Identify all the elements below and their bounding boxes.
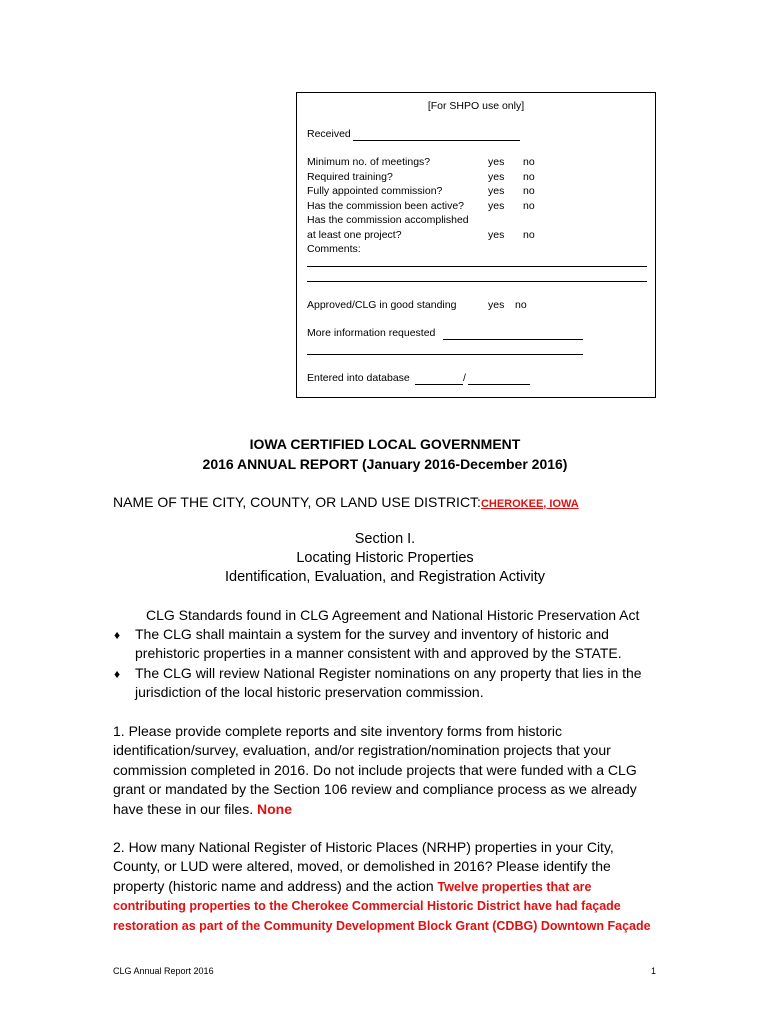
check-yes-commission: yes [488, 185, 505, 197]
bullet1-line1: The CLG shall maintain a system for the survey and inventory of historic and [135, 626, 609, 642]
check-no-meetings: no [523, 156, 535, 168]
q2-line1: 2. How many National Register of Historic Places (NRHP) properties in your City, [113, 839, 614, 855]
approved-label: Approved/CLG in good standing [307, 299, 457, 311]
bullet1-line2: prehistoric properties in a manner consistent with and approved by the STATE. [135, 645, 622, 661]
bullet-diamond-icon: ♦ [114, 667, 121, 681]
q2-answer-1: Twelve properties that are [437, 879, 592, 894]
approved-yes: yes [488, 299, 505, 311]
entered-label: Entered into database [307, 372, 410, 384]
check-yes-meetings: yes [488, 156, 505, 168]
shpo-header: [For SHPO use only] [427, 100, 525, 112]
received-label: Received [307, 128, 351, 140]
bullet2-line1: The CLG will review National Register nominations on any property that lies in the [135, 665, 642, 681]
q1-line5 [113, 800, 637, 819]
q2-answer-2: contributing properties to the Cherokee Commercial Historic District have had façade [113, 899, 621, 914]
q1-line1: 1. Please provide complete reports and site inventory forms from historic [113, 723, 562, 739]
approved-no: no [515, 299, 527, 311]
question-1 [113, 722, 637, 819]
check-no-training: no [523, 170, 535, 183]
report-title: IOWA CERTIFIED LOCAL GOVERNMENT [249, 436, 521, 452]
check-yes-training: yes [488, 170, 505, 183]
section-heading: Section I. [354, 531, 416, 547]
comments-label: Comments: [307, 243, 361, 255]
accomplished-no: no [523, 228, 535, 241]
check-label-training: Required training? [307, 170, 393, 183]
q1-line4: grant or mandated by the Section 106 review and compliance process as we already [113, 781, 637, 798]
question-2 [113, 838, 651, 936]
q2-line3-text: property (historic name and address) and the action [113, 877, 434, 894]
check-no-commission: no [523, 185, 535, 197]
bullet2-line2: jurisdiction of the local historic preservation commission. [135, 684, 484, 700]
q2-answer-3: restoration as part of the Community Development Block Grant (CDBG) Downtown Façade [113, 918, 651, 933]
shpo-use-box [296, 92, 656, 398]
comments-line-2 [307, 281, 647, 282]
report-subtitle: 2016 ANNUAL REPORT (January 2016-December 2016) [202, 456, 568, 472]
q2-line3 [113, 877, 651, 897]
bullet-diamond-icon: ♦ [114, 628, 121, 642]
accomplished-yes: yes [488, 228, 505, 241]
q1-line3: commission completed in 2016. Do not include projects that were funded with a CLG [113, 761, 637, 778]
entered-line-1 [415, 384, 463, 385]
received-line [353, 140, 520, 141]
check-no-active: no [523, 199, 535, 212]
district-name-line [113, 494, 579, 510]
entered-line-2 [468, 384, 530, 385]
entered-separator: / [463, 372, 466, 384]
more-info-label: More information requested [307, 327, 436, 339]
page-number: 1 [651, 966, 657, 976]
q1-line5-text: have these in our files. [113, 800, 254, 817]
check-label-commission: Fully appointed commission? [307, 185, 443, 197]
section-subheading-2: Identification, Evaluation, and Registration Activity [225, 569, 545, 585]
q1-answer: None [256, 800, 292, 817]
q2-line2: County, or LUD were altered, moved, or demolished in 2016? Please identify the [113, 858, 611, 875]
comments-line-1 [307, 266, 647, 267]
accomplished-label-1: Has the commission accomplished [307, 214, 469, 226]
standards-heading: CLG Standards found in CLG Agreement and National Historic Preservation Act [146, 607, 640, 623]
check-label-active: Has the commission been active? [307, 199, 464, 212]
check-label-meetings: Minimum no. of meetings? [307, 156, 431, 168]
more-info-line-2 [307, 354, 583, 355]
q1-line2: identification/survey, evaluation, and/or registration/nomination projects that your [113, 742, 611, 759]
district-name-value: CHEROKEE, IOWA [480, 498, 579, 510]
section-subheading-1: Locating Historic Properties [296, 550, 474, 566]
accomplished-label-2: at least one project? [307, 228, 402, 241]
footer-title: CLG Annual Report 2016 [113, 966, 214, 976]
check-yes-active: yes [488, 199, 505, 212]
district-name-label: NAME OF THE CITY, COUNTY, OR LAND USE DISTRICT: [113, 494, 481, 510]
more-info-line-1 [443, 339, 583, 340]
